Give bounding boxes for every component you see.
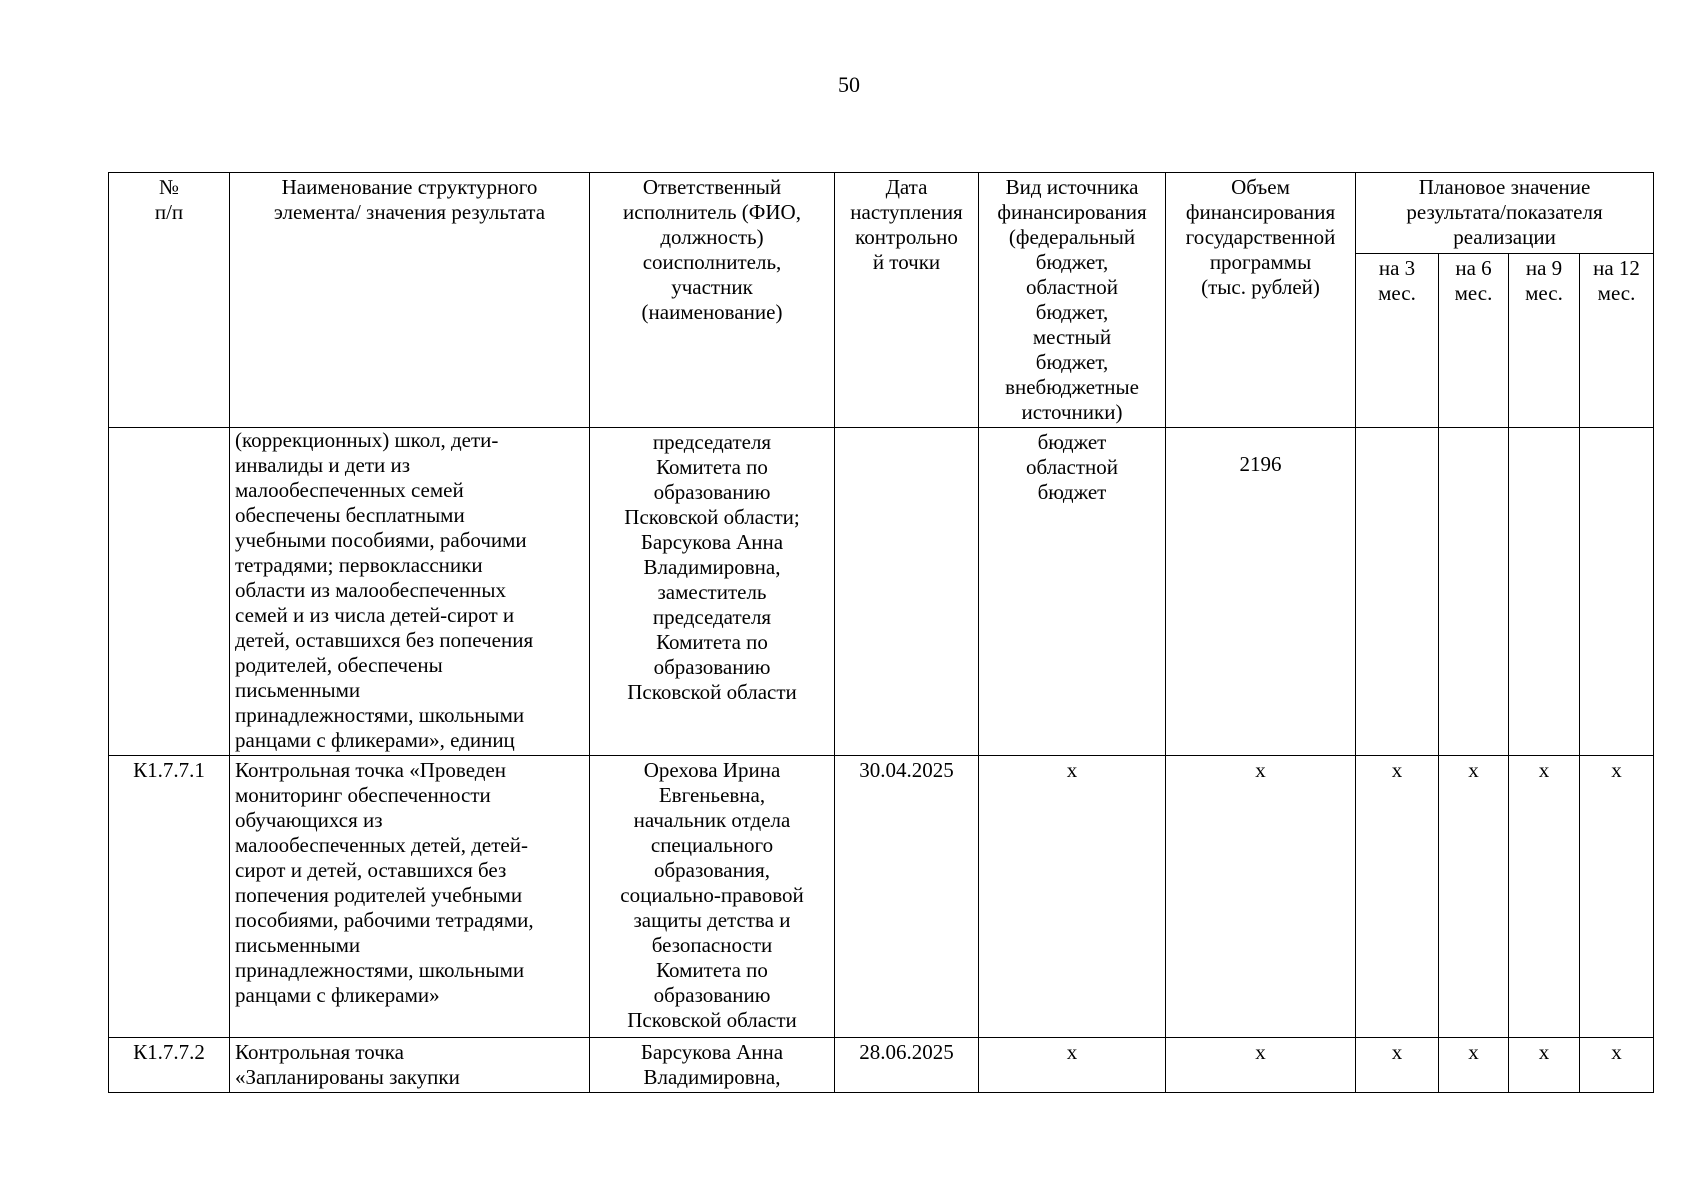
row-date: 30.04.2025	[835, 756, 979, 1038]
row-m3: x	[1356, 1038, 1439, 1093]
row-volume: 2196	[1239, 452, 1282, 476]
header-m9: на 9 мес.	[1509, 253, 1580, 427]
row-m9: x	[1509, 1038, 1580, 1093]
row-num	[109, 428, 230, 756]
row-date: 28.06.2025	[835, 1038, 979, 1093]
page-number: 50	[838, 72, 860, 97]
row-volume-cell	[1166, 428, 1356, 756]
header-responsible: Ответственный исполнитель (ФИО, должность) соисполнитель, участник (наименование)	[590, 173, 835, 428]
header-m3: на 3 мес.	[1356, 253, 1439, 427]
row-date	[835, 428, 979, 756]
row-responsible: председателя Комитета по образованию Псковской области; Барсукова Анна Владимировна, заместитель председателя Комитета по образованию Псковской области	[590, 428, 835, 756]
row-m9: x	[1509, 756, 1580, 1038]
header-plan: Плановое значение результата/показателя реализации	[1356, 173, 1654, 254]
header-date: Дата наступления контрольно й точки	[835, 173, 979, 428]
header-num: № п/п	[109, 173, 230, 428]
header-source: Вид источника финансирования (федеральный бюджет, областной бюджет, местный бюджет, внебюджетные источники)	[979, 173, 1166, 428]
row-m3	[1356, 428, 1439, 756]
row-source: бюджет областной бюджет	[979, 428, 1166, 756]
table-row	[109, 1038, 1654, 1093]
row-num: К1.7.7.2	[109, 1038, 230, 1093]
row-m6: x	[1439, 1038, 1509, 1093]
header-row	[109, 173, 1654, 254]
row-m9	[1509, 428, 1580, 756]
row-m6: x	[1439, 756, 1509, 1038]
plan-table	[108, 172, 1654, 1093]
row-num: К1.7.7.1	[109, 756, 230, 1038]
header-volume: Объем финансирования государственной программы (тыс. рублей)	[1166, 173, 1356, 428]
row-m12: x	[1580, 756, 1654, 1038]
row-responsible: Орехова Ирина Евгеньевна, начальник отдела специального образования, социально-правовой защиты детства и безопасности Комитета по образованию Псковской области	[590, 756, 835, 1038]
table-row	[109, 756, 1654, 1038]
row-m3: x	[1356, 756, 1439, 1038]
header-m12: на 12 мес.	[1580, 253, 1654, 427]
row-name: Контрольная точка «Запланированы закупки	[230, 1038, 590, 1093]
row-responsible: Барсукова Анна Владимировна,	[590, 1038, 835, 1093]
row-source: x	[979, 756, 1166, 1038]
row-m12	[1580, 428, 1654, 756]
header-m6: на 6 мес.	[1439, 253, 1509, 427]
row-volume: x	[1166, 756, 1356, 1038]
header-name: Наименование структурного элемента/ значения результата	[230, 173, 590, 428]
row-name: (коррекционных) школ, дети- инвалиды и дети из малообеспеченных семей обеспечены бесплатными учебными пособиями, рабочими тетрадями; первоклассники области из малообеспеченных семей и из числа детей-сирот и детей, оставшихся без попечения родителей, обеспечены письменными принадлежностями, школьными ранцами с фликерами», единиц	[230, 428, 590, 756]
row-volume: x	[1166, 1038, 1356, 1093]
table-row	[109, 428, 1654, 756]
row-name: Контрольная точка «Проведен мониторинг обеспеченности обучающихся из малообеспеченных детей, детей- сирот и детей, оставшихся без попечения родителей учебными пособиями, рабочими тетрадями, письменными принадлежностями, школьными ранцами с фликерами»	[230, 756, 590, 1038]
row-m6	[1439, 428, 1509, 756]
row-m12: x	[1580, 1038, 1654, 1093]
row-source: x	[979, 1038, 1166, 1093]
